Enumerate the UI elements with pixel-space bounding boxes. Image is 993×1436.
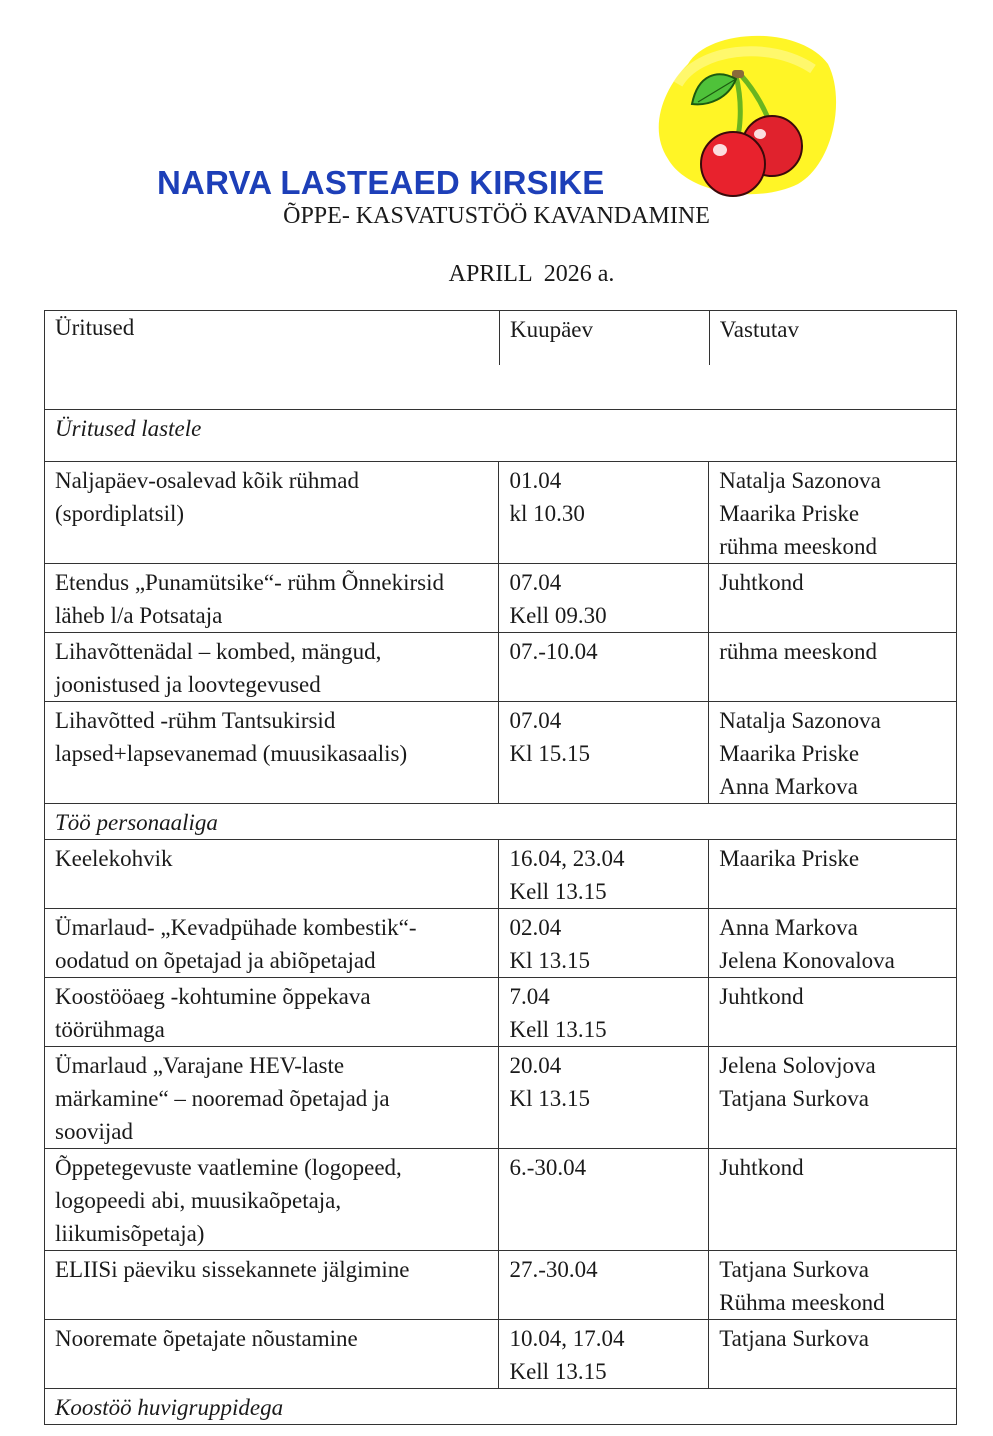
- column-header-date: [499, 311, 709, 410]
- date-cell-line: 16.04, 23.04: [509, 846, 625, 871]
- event-cell-line: logopeedi abi, muusikaõpetaja,: [55, 1188, 342, 1213]
- event-cell-line: oodatud on õpetajad ja abiõpetajad: [55, 948, 376, 973]
- event-cell: [45, 978, 499, 1047]
- responsible-cell-line: Maarika Priske: [719, 846, 860, 871]
- responsible-cell: [709, 978, 957, 1047]
- event-cell-line: liikumisõpetaja): [55, 1221, 205, 1246]
- table-row: [45, 1320, 957, 1389]
- date-cell: [499, 1047, 709, 1149]
- date-cell: [499, 462, 709, 564]
- date-cell-line: 20.04: [509, 1053, 562, 1078]
- table-row: [45, 702, 957, 804]
- date-cell-line: 07.-10.04: [509, 639, 598, 664]
- responsible-cell-line: Maarika Priske: [719, 741, 860, 766]
- date-cell-line: kl 10.30: [509, 501, 585, 526]
- table-row: [45, 1251, 957, 1320]
- responsible-cell-line: Tatjana Surkova: [719, 1326, 869, 1351]
- date-cell-line: 07.04: [509, 708, 562, 733]
- responsible-cell: [709, 909, 957, 978]
- event-cell-line: Koostööaeg -kohtumine õppekava: [55, 984, 371, 1009]
- responsible-cell-line: Rühma meeskond: [719, 1290, 885, 1315]
- document-subtitle: [0, 203, 993, 230]
- section-title: Koostöö huvigruppidega: [45, 1389, 957, 1425]
- date-cell: [499, 1251, 709, 1320]
- date-cell-line: 02.04: [509, 915, 562, 940]
- event-cell-line: Keelekohvik: [55, 846, 173, 871]
- date-cell: [499, 633, 709, 702]
- event-cell-line: Etendus „Punamütsike“- rühm Õnnekirsid: [55, 570, 445, 595]
- table-row: [45, 462, 957, 564]
- date-cell-line: 27.-30.04: [509, 1257, 598, 1282]
- section-row: [45, 1389, 957, 1425]
- section-title: Töö personaaliga: [45, 804, 957, 840]
- responsible-cell: [709, 462, 957, 564]
- date-cell-line: Kell 09.30: [509, 603, 607, 628]
- event-cell-line: läheb l/a Potsataja: [55, 603, 223, 628]
- table-row: [45, 633, 957, 702]
- event-cell: [45, 702, 499, 804]
- date-cell-line: Kell 13.15: [509, 1359, 607, 1384]
- column-header-events: Üritused: [45, 311, 499, 410]
- date-cell: [499, 978, 709, 1047]
- date-cell-line: 6.-30.04: [509, 1155, 587, 1180]
- event-cell-line: ELIISi päeviku sissekannete jälgimine: [55, 1257, 410, 1282]
- date-cell-line: 07.04: [509, 570, 562, 595]
- responsible-cell-line: Juhtkond: [719, 570, 804, 595]
- event-cell: [45, 1320, 499, 1389]
- responsible-cell: [709, 702, 957, 804]
- responsible-cell-line: Jelena Solovjova: [719, 1053, 876, 1078]
- event-cell-line: Nooremate õpetajate nõustamine: [55, 1326, 358, 1351]
- table-row: [45, 1047, 957, 1149]
- event-cell-line: soovijad: [55, 1119, 133, 1144]
- responsible-cell-line: Juhtkond: [719, 1155, 804, 1180]
- month-heading: [0, 261, 993, 288]
- month-text: APRILL 2026 a.: [448, 261, 615, 287]
- date-cell-line: Kell 13.15: [509, 1017, 607, 1042]
- responsible-cell-line: Maarika Priske: [719, 501, 860, 526]
- section-title: Üritused lastele: [45, 410, 957, 462]
- event-cell: [45, 1251, 499, 1320]
- responsible-cell-line: Tatjana Surkova: [719, 1086, 869, 1111]
- event-cell-line: Lihavõtted -rühm Tantsukirsid: [55, 708, 336, 733]
- date-cell-line: 7.04: [509, 984, 550, 1009]
- date-cell: [499, 1149, 709, 1251]
- column-header-responsible-label: Vastutav: [709, 311, 956, 365]
- date-cell-line: Kl 13.15: [509, 948, 590, 973]
- responsible-cell: [709, 633, 957, 702]
- responsible-cell: [709, 1047, 957, 1149]
- date-cell: [499, 1320, 709, 1389]
- table-row: [45, 840, 957, 909]
- date-cell: [499, 564, 709, 633]
- event-cell: [45, 1047, 499, 1149]
- cherry-logo-icon: [648, 24, 840, 200]
- event-cell-line: joonistused ja loovtegevused: [55, 672, 321, 697]
- responsible-cell-line: Natalja Sazonova: [719, 708, 881, 733]
- event-cell-line: märkamine“ – nooremad õpetajad ja: [55, 1086, 390, 1111]
- responsible-cell-line: Jelena Konovalova: [719, 948, 895, 973]
- responsible-cell: [709, 1320, 957, 1389]
- event-cell-line: (spordiplatsil): [55, 501, 185, 526]
- date-cell: [499, 702, 709, 804]
- responsible-cell-line: Anna Markova: [719, 774, 858, 799]
- date-cell-line: 10.04, 17.04: [509, 1326, 625, 1351]
- event-cell-line: Ümarlaud „Varajane HEV-laste: [55, 1053, 345, 1078]
- table-row: [45, 1149, 957, 1251]
- event-cell-line: Naljapäev-osalevad kõik rühmad: [55, 468, 359, 493]
- date-cell-line: Kl 15.15: [509, 741, 590, 766]
- event-cell-line: Ümarlaud- „Kevadpühade kombestik“-: [55, 915, 417, 940]
- event-cell-line: lapsed+lapsevanemad (muusikasaalis): [55, 741, 408, 766]
- responsible-cell-line: rühma meeskond: [719, 534, 877, 559]
- responsible-cell-line: Juhtkond: [719, 984, 804, 1009]
- responsible-cell: [709, 840, 957, 909]
- responsible-cell-line: rühma meeskond: [719, 639, 877, 664]
- responsible-cell-line: Natalja Sazonova: [719, 468, 881, 493]
- date-cell: [499, 909, 709, 978]
- event-cell: [45, 633, 499, 702]
- column-header-date-label: Kuupäev: [499, 311, 709, 365]
- date-cell: [499, 840, 709, 909]
- table-row: [45, 909, 957, 978]
- column-header-responsible: [709, 311, 957, 410]
- date-cell-line: Kl 13.15: [509, 1086, 590, 1111]
- section-row: [45, 804, 957, 840]
- responsible-cell-line: Tatjana Surkova: [719, 1257, 869, 1282]
- event-cell: [45, 1149, 499, 1251]
- date-cell-line: 01.04: [509, 468, 562, 493]
- plan-table: [44, 310, 957, 1425]
- table-row: [45, 978, 957, 1047]
- date-cell-line: Kell 13.15: [509, 879, 607, 904]
- event-cell-line: Õppetegevuste vaatlemine (logopeed,: [55, 1155, 402, 1180]
- event-cell: [45, 564, 499, 633]
- event-cell-line: töörühmaga: [55, 1017, 165, 1042]
- section-row: [45, 410, 957, 462]
- responsible-cell: [709, 1149, 957, 1251]
- event-cell: [45, 909, 499, 978]
- responsible-cell-line: Anna Markova: [719, 915, 858, 940]
- event-cell: [45, 462, 499, 564]
- responsible-cell: [709, 564, 957, 633]
- responsible-cell: [709, 1251, 957, 1320]
- table-row: [45, 564, 957, 633]
- event-cell: [45, 840, 499, 909]
- school-name: NARVA LASTEAED KIRSIKE: [157, 164, 605, 201]
- event-cell-line: Lihavõttenädal – kombed, mängud,: [55, 639, 382, 664]
- table-header-row: [45, 311, 957, 410]
- subtitle-text: ÕPPE- KASVATUSTÖÖ KAVANDAMINE: [283, 203, 710, 229]
